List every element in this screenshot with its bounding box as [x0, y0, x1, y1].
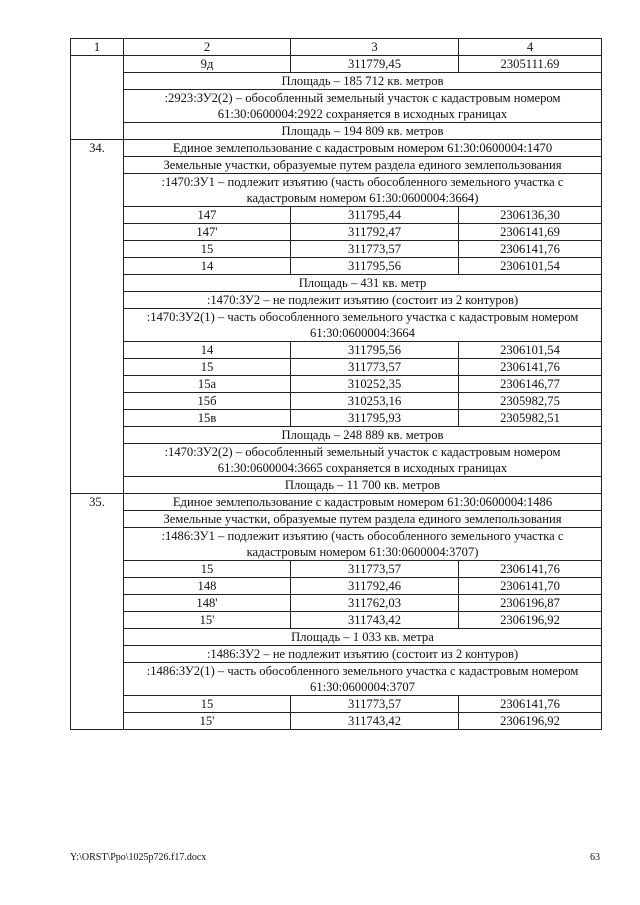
x-coordinate-cell: 310252,35 — [291, 376, 459, 393]
point-id-cell: 14 — [124, 342, 291, 359]
point-id-cell: 15в — [124, 410, 291, 427]
page-number: 63 — [590, 852, 600, 863]
point-id-cell: 147 — [124, 207, 291, 224]
point-id-cell: 15 — [124, 241, 291, 258]
description-cell: :1486:ЗУ2(1) – часть обособленного земельного участка с кадастровым номером 61:30:0600004:3707 — [124, 663, 602, 696]
x-coordinate-cell: 311773,57 — [291, 561, 459, 578]
y-coordinate-cell: 2305982,75 — [459, 393, 602, 410]
coordinate-row — [71, 224, 602, 241]
x-coordinate-cell: 311795,93 — [291, 410, 459, 427]
coordinate-row — [71, 258, 602, 275]
point-id-cell: 148 — [124, 578, 291, 595]
point-id-cell: 15а — [124, 376, 291, 393]
description-row — [71, 494, 602, 511]
y-coordinate-cell: 2306141,76 — [459, 696, 602, 713]
description-cell: Площадь – 248 889 кв. метров — [124, 427, 602, 444]
coordinate-row — [71, 56, 602, 73]
header-row — [71, 39, 602, 56]
coordinate-row — [71, 410, 602, 427]
coordinate-row — [71, 342, 602, 359]
description-row — [71, 292, 602, 309]
coordinate-row — [71, 207, 602, 224]
description-row — [71, 629, 602, 646]
point-id-cell: 15 — [124, 696, 291, 713]
x-coordinate-cell: 311795,56 — [291, 342, 459, 359]
description-cell: Площадь – 431 кв. метр — [124, 275, 602, 292]
y-coordinate-cell: 2306141,76 — [459, 359, 602, 376]
description-row — [71, 157, 602, 174]
header-cell-3: 3 — [291, 39, 459, 56]
coordinate-row — [71, 561, 602, 578]
entry-number: 35. — [71, 494, 124, 730]
point-id-cell: 148' — [124, 595, 291, 612]
description-row — [71, 140, 602, 157]
description-cell: :1470:ЗУ1 – подлежит изъятию (часть обособленного земельного участка с кадастровым номером 61:30:0600004:3664) — [124, 174, 602, 207]
description-cell: Единое землепользование с кадастровым номером 61:30:0600004:1486 — [124, 494, 602, 511]
description-row — [71, 174, 602, 207]
description-cell: :2923:ЗУ2(2) – обособленный земельный участок с кадастровым номером 61:30:0600004:2922 сохраняется в исходных границах — [124, 90, 602, 123]
description-cell: :1470:ЗУ2(1) – часть обособленного земельного участка с кадастровым номером 61:30:0600004:3664 — [124, 309, 602, 342]
file-path: Y:\ORST\Ppo\1025p726.f17.docx — [70, 852, 207, 863]
point-id-cell: 15' — [124, 713, 291, 730]
header-cell-2: 2 — [124, 39, 291, 56]
point-id-cell: 15б — [124, 393, 291, 410]
coordinate-row — [71, 376, 602, 393]
x-coordinate-cell: 311779,45 — [291, 56, 459, 73]
description-cell: Площадь – 11 700 кв. метров — [124, 477, 602, 494]
point-id-cell: 15' — [124, 612, 291, 629]
description-row — [71, 646, 602, 663]
description-cell: Единое землепользование с кадастровым номером 61:30:0600004:1470 — [124, 140, 602, 157]
y-coordinate-cell: 2306141,69 — [459, 224, 602, 241]
coordinate-row — [71, 612, 602, 629]
x-coordinate-cell: 311795,56 — [291, 258, 459, 275]
y-coordinate-cell: 2306146,77 — [459, 376, 602, 393]
description-row — [71, 528, 602, 561]
coordinate-row — [71, 359, 602, 376]
description-cell: :1470:ЗУ2 – не подлежит изъятию (состоит из 2 контуров) — [124, 292, 602, 309]
coordinate-row — [71, 713, 602, 730]
x-coordinate-cell: 311762,03 — [291, 595, 459, 612]
x-coordinate-cell: 311795,44 — [291, 207, 459, 224]
y-coordinate-cell: 2305111.69 — [459, 56, 602, 73]
point-id-cell: 147' — [124, 224, 291, 241]
x-coordinate-cell: 311773,57 — [291, 359, 459, 376]
description-row — [71, 427, 602, 444]
coordinate-row — [71, 696, 602, 713]
description-row — [71, 477, 602, 494]
y-coordinate-cell: 2306136,30 — [459, 207, 602, 224]
coordinate-row — [71, 578, 602, 595]
description-row — [71, 275, 602, 292]
coordinate-row — [71, 595, 602, 612]
cadastral-table — [70, 38, 602, 730]
entry-number: 34. — [71, 140, 124, 494]
x-coordinate-cell: 311773,57 — [291, 241, 459, 258]
point-id-cell: 15 — [124, 561, 291, 578]
x-coordinate-cell: 311792,47 — [291, 224, 459, 241]
description-row — [71, 309, 602, 342]
x-coordinate-cell: 311773,57 — [291, 696, 459, 713]
description-cell: Земельные участки, образуемые путем раздела единого землепользования — [124, 157, 602, 174]
description-cell: Земельные участки, образуемые путем раздела единого землепользования — [124, 511, 602, 528]
description-cell: :1486:ЗУ1 – подлежит изъятию (часть обособленного земельного участка с кадастровым номером 61:30:0600004:3707) — [124, 528, 602, 561]
description-row — [71, 123, 602, 140]
entry-number — [71, 56, 124, 140]
y-coordinate-cell: 2306101,54 — [459, 342, 602, 359]
description-row — [71, 511, 602, 528]
y-coordinate-cell: 2306196,92 — [459, 713, 602, 730]
header-cell-4: 4 — [459, 39, 602, 56]
description-row — [71, 73, 602, 90]
description-row — [71, 90, 602, 123]
description-cell: Площадь – 185 712 кв. метров — [124, 73, 602, 90]
y-coordinate-cell: 2306141,76 — [459, 241, 602, 258]
x-coordinate-cell: 310253,16 — [291, 393, 459, 410]
point-id-cell: 14 — [124, 258, 291, 275]
y-coordinate-cell: 2306196,87 — [459, 595, 602, 612]
description-row — [71, 444, 602, 477]
description-row — [71, 663, 602, 696]
coordinate-row — [71, 241, 602, 258]
header-cell-1: 1 — [71, 39, 124, 56]
y-coordinate-cell: 2306141,76 — [459, 561, 602, 578]
coordinate-row — [71, 393, 602, 410]
description-cell: :1486:ЗУ2 – не подлежит изъятию (состоит из 2 контуров) — [124, 646, 602, 663]
x-coordinate-cell: 311743,42 — [291, 713, 459, 730]
point-id-cell: 9д — [124, 56, 291, 73]
y-coordinate-cell: 2306196,92 — [459, 612, 602, 629]
point-id-cell: 15 — [124, 359, 291, 376]
description-cell: :1470:ЗУ2(2) – обособленный земельный участок с кадастровым номером 61:30:0600004:3665 сохраняется в исходных границах — [124, 444, 602, 477]
y-coordinate-cell: 2306141,70 — [459, 578, 602, 595]
description-cell: Площадь – 194 809 кв. метров — [124, 123, 602, 140]
description-cell: Площадь – 1 033 кв. метра — [124, 629, 602, 646]
y-coordinate-cell: 2306101,54 — [459, 258, 602, 275]
y-coordinate-cell: 2305982,51 — [459, 410, 602, 427]
x-coordinate-cell: 311743,42 — [291, 612, 459, 629]
x-coordinate-cell: 311792,46 — [291, 578, 459, 595]
